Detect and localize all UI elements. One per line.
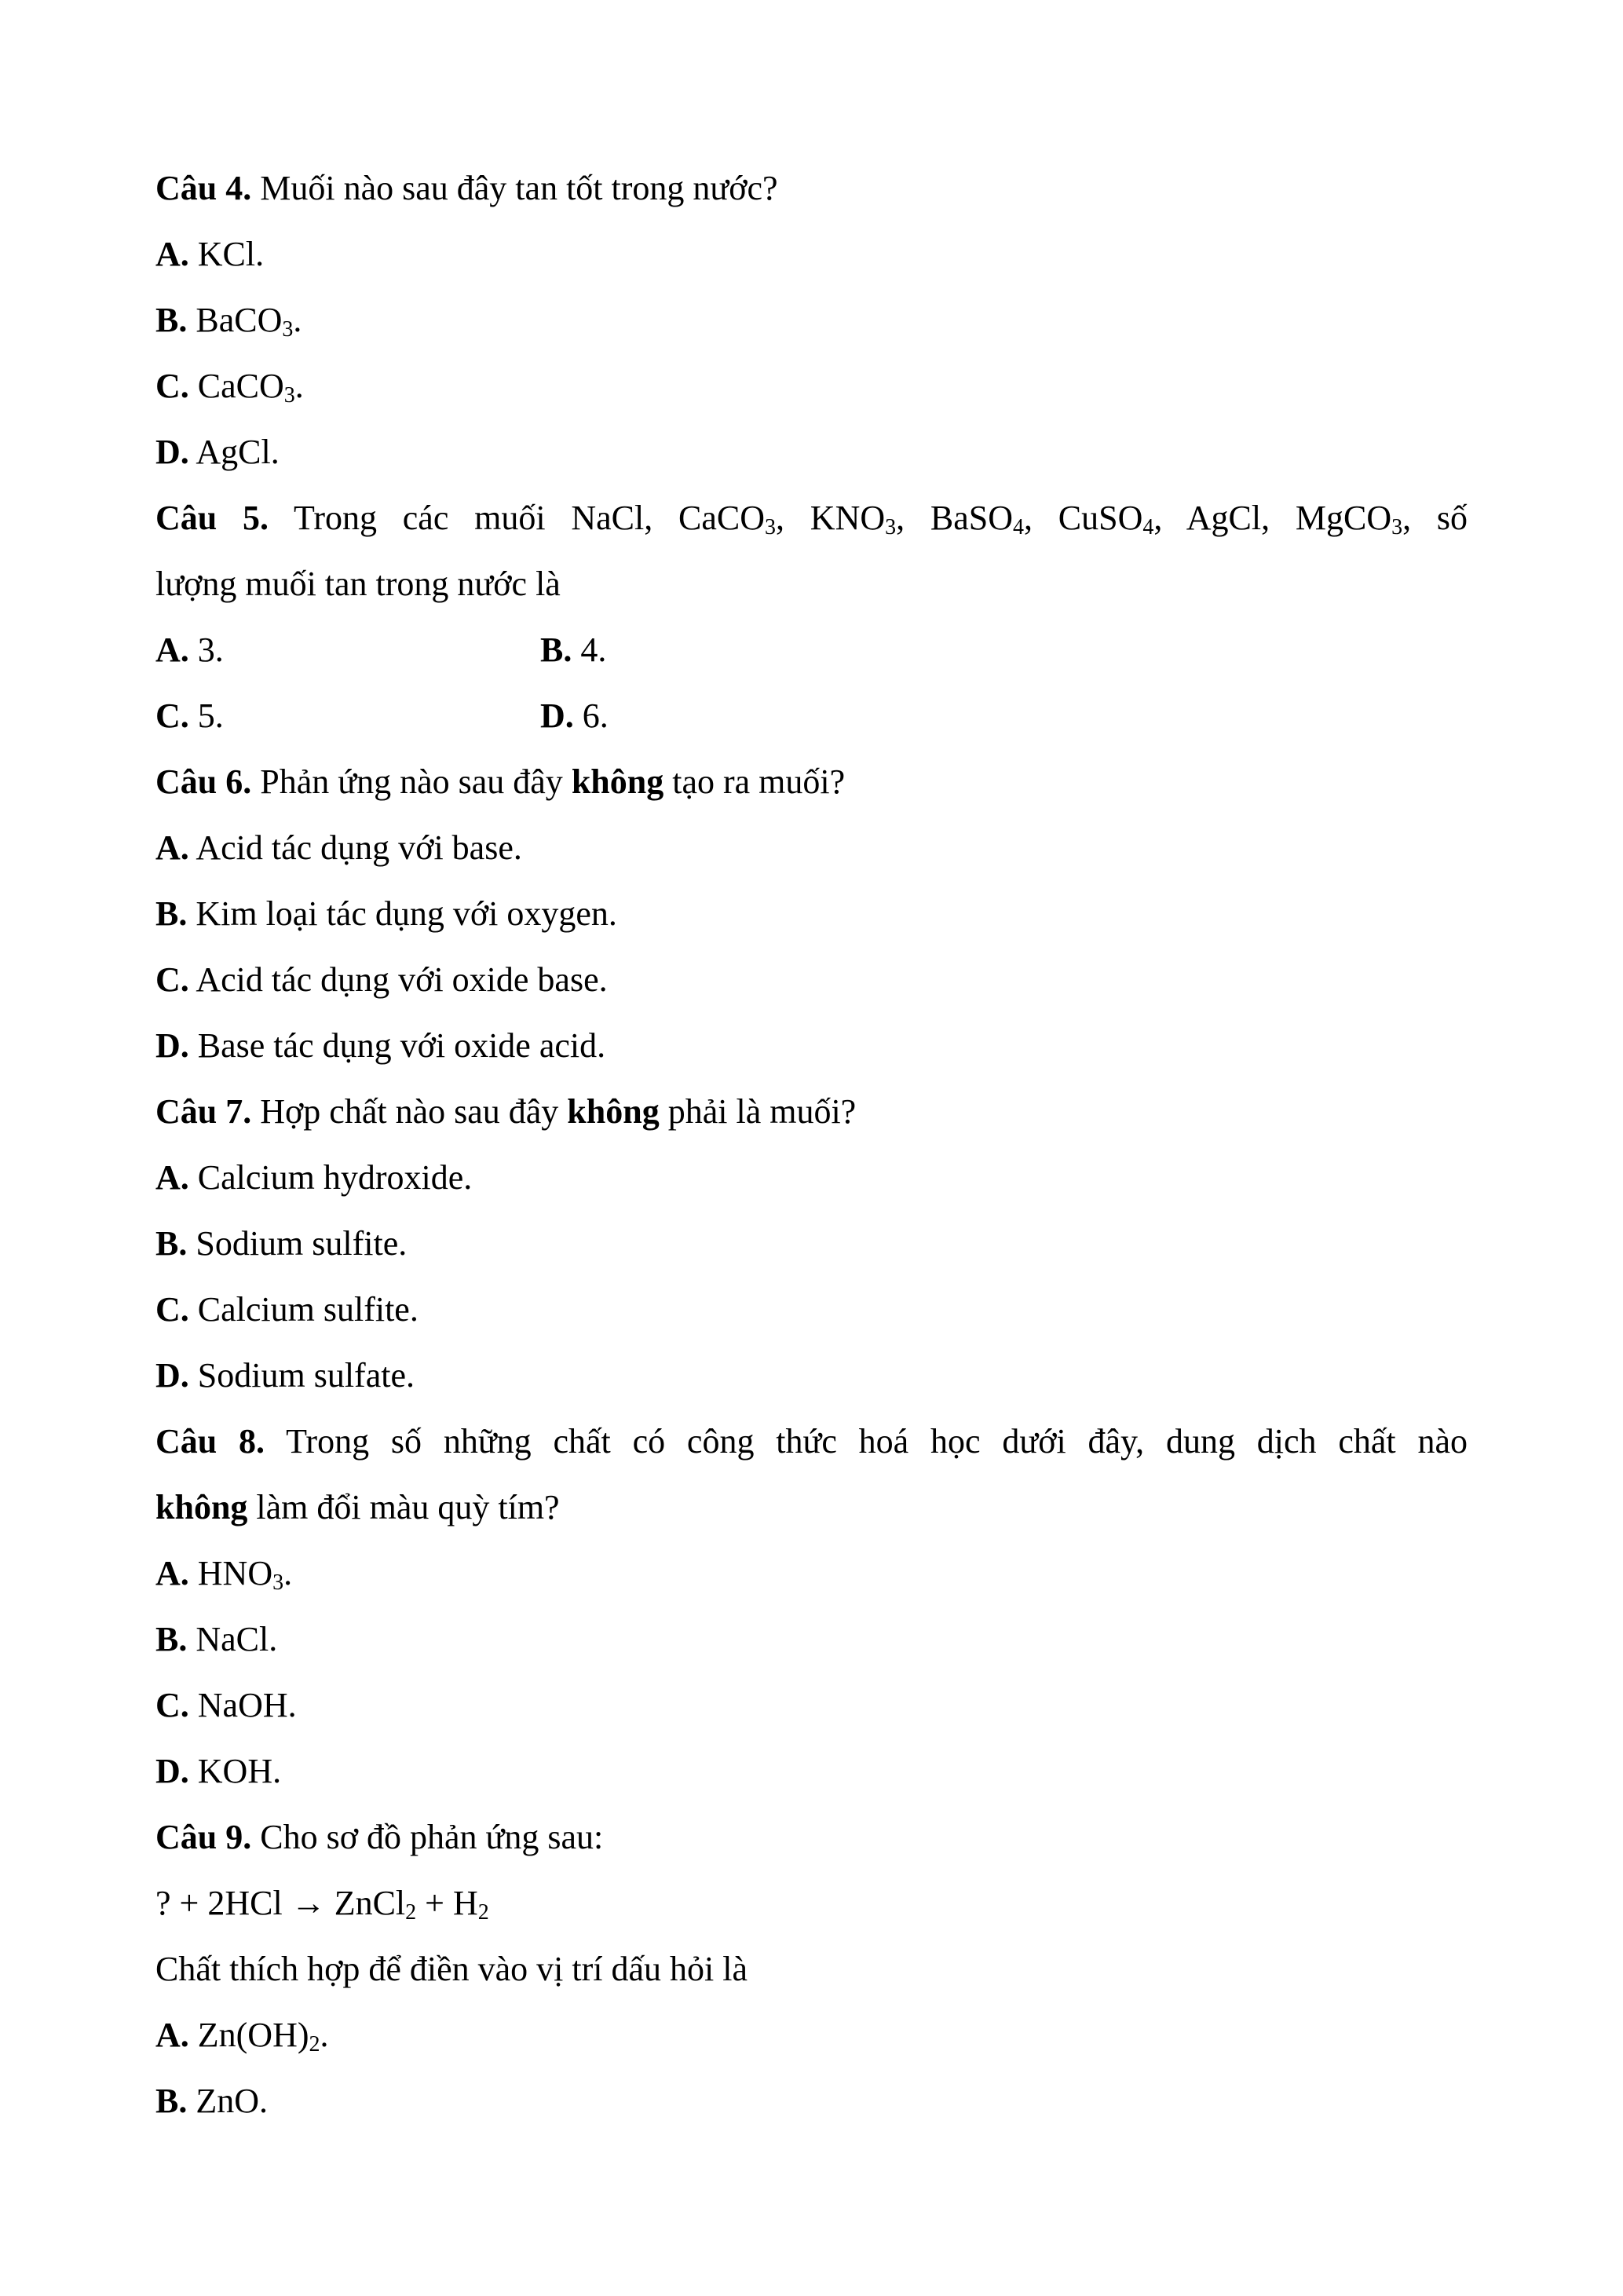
- option-a: [155, 221, 1468, 287]
- question-text: , AgCl, MgCO: [1153, 499, 1392, 537]
- option-c: [155, 1673, 1468, 1738]
- option-a: [155, 1145, 1468, 1211]
- option-c: [155, 1277, 1468, 1343]
- option-text: Kim loại tác dụng với oxygen.: [196, 894, 617, 933]
- option-label: D.: [155, 1752, 189, 1790]
- option-c: [155, 683, 540, 749]
- option-text: 3.: [197, 631, 224, 669]
- option-label: D.: [155, 1356, 189, 1395]
- option-d: [155, 1013, 1468, 1079]
- option-label: B.: [155, 1620, 188, 1658]
- question-text: Muối nào sau đây tan tốt trong nước?: [260, 169, 778, 207]
- subscript: 3: [885, 515, 897, 539]
- question-6: [155, 749, 1468, 815]
- emphasis-text: không: [571, 762, 664, 801]
- option-text: 5.: [197, 696, 224, 735]
- options-row-ab: [155, 617, 1468, 683]
- subscript: 3: [1391, 515, 1403, 539]
- subscript: 3: [283, 383, 295, 408]
- option-d: [540, 683, 925, 749]
- option-b: [155, 287, 1468, 353]
- option-b: [155, 881, 1468, 947]
- option-a: [155, 2002, 1468, 2068]
- option-text: NaOH.: [197, 1686, 297, 1724]
- question-text: làm đổi màu quỳ tím?: [256, 1488, 560, 1526]
- option-c: [155, 353, 1468, 419]
- question-text: tạo ra muối?: [672, 762, 846, 801]
- option-text: KCl.: [197, 235, 265, 273]
- option-b: [155, 2068, 1468, 2134]
- subscript: 3: [272, 1570, 284, 1595]
- option-text: Base tác dụng với oxide acid.: [197, 1026, 606, 1065]
- option-label: B.: [540, 631, 572, 669]
- question-text: , BaSO: [896, 499, 1014, 537]
- subscript: 3: [282, 317, 294, 342]
- question-8-line-2: [155, 1475, 1468, 1541]
- option-label: D.: [155, 1026, 189, 1065]
- question-text: , CuSO: [1024, 499, 1143, 537]
- option-label: C.: [155, 960, 189, 999]
- subscript: 2: [309, 2032, 320, 2057]
- formula-part: CaCO: [197, 367, 284, 405]
- question-text: Trong các muối NaCl, CaCO: [294, 499, 766, 537]
- question-text: Phản ứng nào sau đây: [260, 762, 563, 801]
- subscript: 4: [1142, 515, 1154, 539]
- question-8: [155, 1409, 1468, 1475]
- option-c: [155, 947, 1468, 1013]
- option-a: [155, 617, 540, 683]
- option-d: [155, 1738, 1468, 1804]
- question-label: Câu 8.: [155, 1422, 265, 1461]
- subscript: 3: [765, 515, 777, 539]
- option-text: [197, 2016, 329, 2057]
- option-text: Acid tác dụng với oxide base.: [196, 960, 608, 999]
- formula-part: .: [320, 2016, 329, 2054]
- option-label: C.: [155, 1686, 189, 1724]
- option-label: A.: [155, 2016, 189, 2054]
- option-text: NaCl.: [196, 1620, 278, 1658]
- option-label: B.: [155, 894, 188, 933]
- question-5-line-2: lượng muối tan trong nước là: [155, 565, 561, 603]
- option-text: Acid tác dụng với base.: [196, 828, 522, 867]
- emphasis-text: không: [567, 1092, 660, 1131]
- formula-part: HNO: [197, 1554, 273, 1592]
- option-text: 4.: [580, 631, 607, 669]
- option-text: KOH.: [197, 1752, 282, 1790]
- option-b: [155, 1211, 1468, 1277]
- option-text: Calcium sulfite.: [197, 1290, 419, 1329]
- question-9: [155, 1804, 1468, 1870]
- option-b: [155, 1607, 1468, 1673]
- subscript: 2: [405, 1900, 417, 1925]
- option-text: Sodium sulfite.: [196, 1224, 408, 1263]
- question-label: Câu 7.: [155, 1092, 252, 1131]
- option-label: C.: [155, 1290, 189, 1329]
- question-label: Câu 6.: [155, 762, 252, 801]
- option-label: C.: [155, 367, 189, 405]
- question-text: Cho sơ đồ phản ứng sau:: [260, 1818, 604, 1856]
- question-label: Câu 9.: [155, 1818, 252, 1856]
- option-text: [197, 1554, 293, 1595]
- question-5: [155, 485, 1468, 551]
- formula-part: .: [294, 367, 304, 405]
- option-text: Sodium sulfate.: [197, 1356, 415, 1395]
- question-text: , số: [1402, 499, 1468, 537]
- formula-part: .: [293, 301, 302, 339]
- question-4: [155, 155, 1468, 221]
- question-text: phải là muối?: [667, 1092, 857, 1131]
- question-label: Câu 4.: [155, 169, 252, 207]
- question-text: Hợp chất nào sau đây: [260, 1092, 559, 1131]
- option-label: C.: [155, 696, 189, 735]
- question-7: [155, 1079, 1468, 1145]
- option-text: ZnO.: [196, 2082, 269, 2120]
- question-label: Câu 5.: [155, 499, 269, 537]
- reaction-equation: [155, 1870, 1468, 1936]
- option-label: A.: [155, 235, 189, 273]
- equation-part: + H: [416, 1884, 478, 1922]
- option-d: [155, 419, 1468, 485]
- option-label: B.: [155, 301, 188, 339]
- option-text: 6.: [582, 696, 609, 735]
- option-a: [155, 815, 1468, 881]
- formula-part: .: [283, 1554, 293, 1592]
- option-label: B.: [155, 2082, 188, 2120]
- option-label: A.: [155, 1554, 189, 1592]
- option-label: B.: [155, 1224, 188, 1263]
- option-text: [196, 301, 302, 342]
- formula-part: Zn(OH): [197, 2016, 309, 2054]
- option-text: Calcium hydroxide.: [197, 1158, 473, 1197]
- option-b: [540, 617, 925, 683]
- options-row-cd: [155, 683, 1468, 749]
- subscript: 4: [1013, 515, 1025, 539]
- equation-part: ? + 2HCl → ZnCl: [155, 1884, 406, 1922]
- option-label: A.: [155, 631, 189, 669]
- formula-part: BaCO: [196, 301, 283, 339]
- question-text: Trong số những chất có công thức hoá học dưới đây, dung dịch chất nào: [286, 1422, 1468, 1461]
- option-label: D.: [540, 696, 574, 735]
- question-9-line-3: Chất thích hợp để điền vào vị trí dấu hỏi là: [155, 1950, 748, 1988]
- subscript: 2: [477, 1900, 489, 1925]
- option-text: AgCl.: [196, 433, 280, 471]
- option-text: [197, 367, 304, 408]
- emphasis-text: không: [155, 1488, 248, 1526]
- option-label: A.: [155, 828, 189, 867]
- option-d: [155, 1343, 1468, 1409]
- option-label: D.: [155, 433, 189, 471]
- option-a: [155, 1541, 1468, 1607]
- question-text: , KNO: [776, 499, 886, 537]
- option-label: A.: [155, 1158, 189, 1197]
